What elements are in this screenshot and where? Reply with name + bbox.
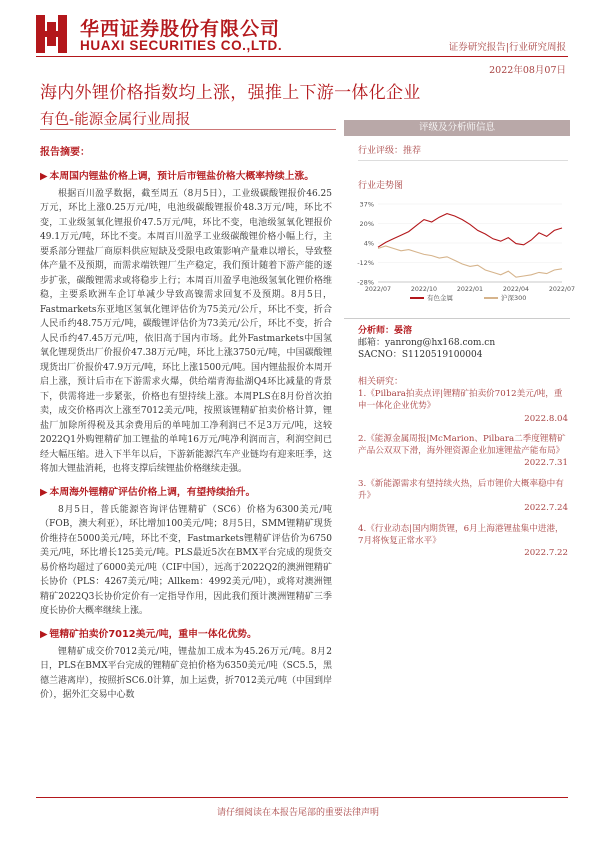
series-line-1 <box>378 246 562 277</box>
section-heading-text: 锂精矿拍卖价7012美元/吨，重申一体化优势。 <box>49 628 257 640</box>
header-divider <box>36 56 568 57</box>
y-tick-label: 20% <box>359 220 374 228</box>
report-title: 海内外锂价格指数均上涨，强推上下游一体化企业 <box>40 83 421 103</box>
legal-notice-footer[interactable]: 请仔细阅读在本报告尾部的重要法律声明 <box>216 808 379 818</box>
abstract-column <box>40 146 332 703</box>
report-type-tags: 证券研究报告|行业研究周报 <box>448 42 566 53</box>
analyst-info <box>358 325 495 361</box>
analyst-sacno: S1120519100004 <box>401 350 483 360</box>
industry-trend-chart <box>344 196 576 310</box>
huaxi-logo-icon <box>36 15 74 53</box>
analyst-email[interactable]: yanrong@hx168.com.cn <box>385 338 496 348</box>
sidebar-divider <box>358 160 568 161</box>
x-tick-label: 2022/07 <box>548 286 576 293</box>
email-label: 邮箱： <box>358 338 386 348</box>
y-tick-label: -12% <box>357 259 374 267</box>
series-line-0 <box>378 214 562 248</box>
report-subtitle: 有色-能源金属行业周报 <box>40 112 191 128</box>
sacno-row <box>358 349 495 361</box>
related-research-date: 2022.7.22 <box>524 548 568 559</box>
triangle-bullet-icon: ▶ <box>40 628 48 640</box>
related-research-list <box>358 388 568 568</box>
related-research-title: 相关研究： <box>358 377 404 387</box>
section-paragraph-auction: 锂精矿成交价7012美元/吨，锂盐加工成本为45.26万元/吨。8月2日，PLS在BMX平台完成的锂精矿竞拍价格为6350美元/吨（SC5.5，黑德兰港离岸），按照折SC6.0计算，加上运费，折7012美元/吨（中国到岸价），据外汇交易中心数 <box>40 646 332 700</box>
footer-divider <box>36 797 568 798</box>
report-date: 2022年08月07日 <box>489 65 566 76</box>
x-tick-label: 2022/10 <box>410 286 438 293</box>
rating-analyst-header: 评级及分析师信息 <box>344 120 570 136</box>
abstract-label: 报告摘要： <box>40 147 90 158</box>
rating-label: 行业评级： <box>358 146 404 156</box>
rating-value: 推荐 <box>403 146 422 156</box>
sacno-label: SACNO： <box>358 350 402 360</box>
y-tick-label: 37% <box>359 200 374 209</box>
x-tick-label: 2022/07 <box>364 286 392 293</box>
subtitle-divider <box>40 129 336 130</box>
related-research-date: 2022.7.31 <box>524 458 568 469</box>
related-research-date: 2022.8.04 <box>524 413 568 424</box>
legend-label: 有色金属 <box>427 294 453 302</box>
legend-label: 沪深300 <box>501 294 527 302</box>
x-tick-label: 2022/01 <box>456 286 484 293</box>
related-research-item[interactable]: 1.《Pilbara拍卖点评|锂精矿拍卖价7012美元/吨，重申一体化企业优势》 <box>358 389 563 412</box>
x-tick-label: 2022/04 <box>502 286 530 293</box>
email-row <box>358 337 495 349</box>
triangle-bullet-icon: ▶ <box>40 170 48 182</box>
industry-rating <box>358 143 421 156</box>
related-research-date: 2022.7.24 <box>524 503 568 514</box>
analyst-label: 分析师： <box>358 326 395 336</box>
company-name-cn: 华西证券股份有限公司 <box>80 18 281 40</box>
y-tick-label: 4% <box>363 239 374 248</box>
related-research-item[interactable]: 2.《能源金属周报|McMarion、Pilbara二季度锂精矿产品公双双下滑，海外锂资源企业加速锂盐产能布局》 <box>358 433 566 457</box>
trend-chart-title: 行业走势图 <box>358 181 404 191</box>
section-paragraph-domestic: 根据百川盈孚数据，截至周五（8月5日），工业级碳酸锂报价46.25万元，环比上涨0.25万元/吨，电池级碳酸锂报价48.3万元/吨，环比不变，工业级氢氧化锂报价47.5万元/吨，环比不变，电池级氢氧化锂报价49.1万元/吨，环比不变。本周百川盈孚工业级碳酸锂价格小幅上行，主要系部分锂盐厂商原料供应短缺及受限电政策影响产量难以增长，导致整体产量不及预期，而需求端铁锂厂生产稳定，我们预计随着下游产能的逐步扩张，碳酸锂需求或将稳步上行；本周百川盈孚电池级氢氧化锂价格维稳，主要系欧洲车企订单减少导致高镍需求回复不及预期。8月5日，Fastmarkets东亚地区氢氧化锂评估价为75美元/公斤，环比不变，折合人民币约48.75万元/吨，碳酸锂评估价为73美元/公斤，环比不变，折合人民币约47.45万元/吨，依旧高于国内市场。此外Fastmarkets中国氢氧化锂现货出厂价报价47.38万元/吨，环比上涨3750元/吨，中国碳酸锂现货出厂价报价47.9万元/吨，环比上涨1500元/吨。国内锂盐报价本周开启上涨，预计后市在下游需求火爆，供给端青海盐湖Q4环比减量的背景下，供需将进一步紧张，价格也有望持续上涨。本周PLS在8月份首次拍卖，成交价格再次上涨至7012美元/吨，按照该锂精矿拍卖价格计算，锂盐厂加除所得税及其余费用后的单吨加工净利润已不足3万元/吨，这较2022Q1外购锂精矿加工锂盐的单吨16万元/吨净利润而言，利润空间已经大幅压缩。进入下半年以后，下游新能源汽车产业链均有迎来旺季，这将加大锂盐消耗，也将支撑后续锂盐价格继续走强。 <box>40 188 333 474</box>
section-heading-text: 本周国内锂盐价格上调，预计后市锂盐价格大概率持续上涨。 <box>49 170 315 182</box>
company-name-en: HUAXI SECURITIES CO.,LTD. <box>80 38 283 53</box>
y-tick-label: -28% <box>357 278 374 287</box>
sidebar-divider <box>344 318 570 319</box>
section-heading-auction <box>40 627 332 643</box>
related-research-item[interactable]: 4.《行业动态|国内期货锂，6月上海港锂盐集中进港，7月将恢复正常水平》 <box>358 523 564 546</box>
section-heading-domestic <box>40 169 332 185</box>
triangle-bullet-icon: ▶ <box>40 486 48 498</box>
section-paragraph-overseas: 8月5日，普氏能源咨询评估锂精矿（SC6）价格为6300美元/吨（FOB，澳大利亚），环比增加100美元/吨；8月5日，SMM锂精矿现货价维持在5000美元/吨，环比不变，Fastmarkets锂精矿评估价为6750美元/吨，环比增长125美元/吨。PLS最近5次在BMX平台完成的现货交易价格均超过了6000美元/吨（CIF中国），远高于2022Q2的澳洲锂精矿长协价（PLS：4267美元/吨；Allkem：4992美元/吨），或将对澳洲锂精矿2022Q3长协价定价有一定指导作用，因此我们预计澳洲锂精矿三季度长协价大概率继续上涨。 <box>40 504 332 616</box>
analyst-name: 晏溶 <box>394 326 413 336</box>
section-heading-overseas <box>40 485 332 501</box>
analyst-row <box>358 325 495 337</box>
section-heading-text: 本周海外锂精矿评估价格上调，有望持续抬升。 <box>49 486 256 498</box>
related-research-item[interactable]: 3.《新能源需求有望持续火热，后市锂价大概率稳中有升》 <box>358 478 564 502</box>
